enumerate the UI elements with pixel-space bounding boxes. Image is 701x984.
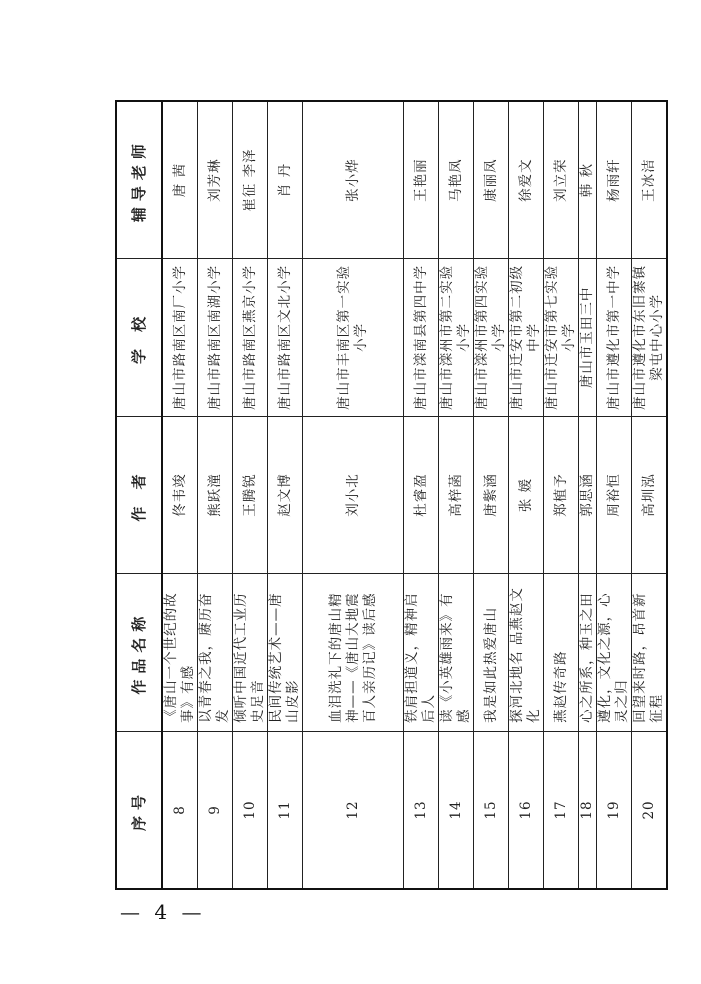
table-header-row — [116, 101, 162, 889]
cell-teacher: 肖 丹 — [268, 101, 303, 259]
cell-title: 《唐山一个世纪的故事》有感 — [162, 574, 198, 732]
cell-school: 唐山市丰南区第一实验小学 — [303, 259, 404, 417]
cell-school: 唐山市玉田三中 — [579, 259, 597, 417]
cell-school: 唐山市滦南县第四中学 — [404, 259, 439, 417]
cell-author: 熊跃潼 — [198, 416, 233, 574]
cell-title: 铁肩担道义，精神启后人 — [404, 574, 439, 732]
cell-title: 血泪洗礼下的唐山精神——《唐山大地震百人亲历记》读后感 — [303, 574, 404, 732]
cell-teacher: 刘芳琳 — [198, 101, 233, 259]
cell-school: 唐山市迁安市第七实验小学 — [544, 259, 579, 417]
cell-index: 11 — [268, 731, 303, 889]
cell-school: 唐山市路南区文北小学 — [268, 259, 303, 417]
header-index: 序号 — [116, 731, 162, 889]
award-table — [115, 100, 668, 890]
cell-school: 唐山市滦州市第四实验小学 — [474, 259, 509, 417]
table-row — [509, 101, 544, 889]
cell-author: 唐紫涵 — [474, 416, 509, 574]
table-row — [474, 101, 509, 889]
cell-index: 9 — [198, 731, 233, 889]
table-row — [579, 101, 597, 889]
cell-author: 杜睿盈 — [404, 416, 439, 574]
table-row — [404, 101, 439, 889]
cell-author: 赵文博 — [268, 416, 303, 574]
cell-index: 12 — [303, 731, 404, 889]
cell-teacher: 徐爱文 — [509, 101, 544, 259]
cell-school: 唐山市路南区燕京小学 — [233, 259, 268, 417]
cell-teacher: 马艳凤 — [439, 101, 474, 259]
cell-school: 唐山市遵化市东旧寨镇梁屯中心小学 — [632, 259, 668, 417]
table-row — [597, 101, 632, 889]
cell-teacher: 王艳丽 — [404, 101, 439, 259]
cell-author: 高梓菡 — [439, 416, 474, 574]
cell-author: 周裕恒 — [597, 416, 632, 574]
cell-index: 16 — [509, 731, 544, 889]
page-number: — 4 — — [120, 900, 206, 924]
cell-index: 20 — [632, 731, 668, 889]
header-title: 作品名称 — [116, 574, 162, 732]
cell-index: 17 — [544, 731, 579, 889]
cell-teacher: 康丽凤 — [474, 101, 509, 259]
table-row — [439, 101, 474, 889]
cell-title: 探河北地名 品燕赵文化 — [509, 574, 544, 732]
cell-title: 民间传统艺术——唐山皮影 — [268, 574, 303, 732]
header-school: 学 校 — [116, 259, 162, 417]
cell-teacher: 张小烨 — [303, 101, 404, 259]
cell-index: 15 — [474, 731, 509, 889]
table-body — [162, 101, 667, 889]
cell-teacher: 崔征 李泽 — [233, 101, 268, 259]
cell-index: 19 — [597, 731, 632, 889]
cell-author: 张 媛 — [509, 416, 544, 574]
cell-title: 以青春之我，赓历奋发 — [198, 574, 233, 732]
cell-author: 佟韦竣 — [162, 416, 198, 574]
cell-index: 8 — [162, 731, 198, 889]
cell-title: 遵化，文化之源，心灵之归 — [597, 574, 632, 732]
cell-school: 唐山市路南区南湖小学 — [198, 259, 233, 417]
table-row — [303, 101, 404, 889]
cell-index: 10 — [233, 731, 268, 889]
header-teacher: 辅导老师 — [116, 101, 162, 259]
cell-author: 王腾锐 — [233, 416, 268, 574]
table-row — [268, 101, 303, 889]
award-table-wrapper — [115, 100, 665, 890]
table-row — [632, 101, 668, 889]
cell-teacher: 韩 秋 — [579, 101, 597, 259]
cell-teacher: 刘立荣 — [544, 101, 579, 259]
cell-title: 读《小英雄雨来》有感 — [439, 574, 474, 732]
cell-title: 心之所系，种玉之田 — [579, 574, 597, 732]
cell-school: 唐山市滦州市第二实验小学 — [439, 259, 474, 417]
cell-index: 18 — [579, 731, 597, 889]
table-row — [198, 101, 233, 889]
header-author: 作 者 — [116, 416, 162, 574]
cell-school: 唐山市迁安市第二初级中学 — [509, 259, 544, 417]
cell-author: 郑植予 — [544, 416, 579, 574]
table-row — [233, 101, 268, 889]
cell-index: 14 — [439, 731, 474, 889]
cell-school: 唐山市路南区南厂小学 — [162, 259, 198, 417]
cell-teacher: 王冰洁 — [632, 101, 668, 259]
cell-title: 回望来时路，昂首新征程 — [632, 574, 668, 732]
cell-title: 燕赵传奇路 — [544, 574, 579, 732]
cell-teacher: 杨雨轩 — [597, 101, 632, 259]
cell-author: 高圳泓 — [632, 416, 668, 574]
cell-title: 我是如此热爱唐山 — [474, 574, 509, 732]
cell-teacher: 唐 茜 — [162, 101, 198, 259]
cell-author: 刘小北 — [303, 416, 404, 574]
cell-author: 郭思涵 — [579, 416, 597, 574]
table-row — [162, 101, 198, 889]
cell-title: 倾听中国近代工业历史足音 — [233, 574, 268, 732]
cell-school: 唐山市遵化市第一中学 — [597, 259, 632, 417]
table-row — [544, 101, 579, 889]
cell-index: 13 — [404, 731, 439, 889]
